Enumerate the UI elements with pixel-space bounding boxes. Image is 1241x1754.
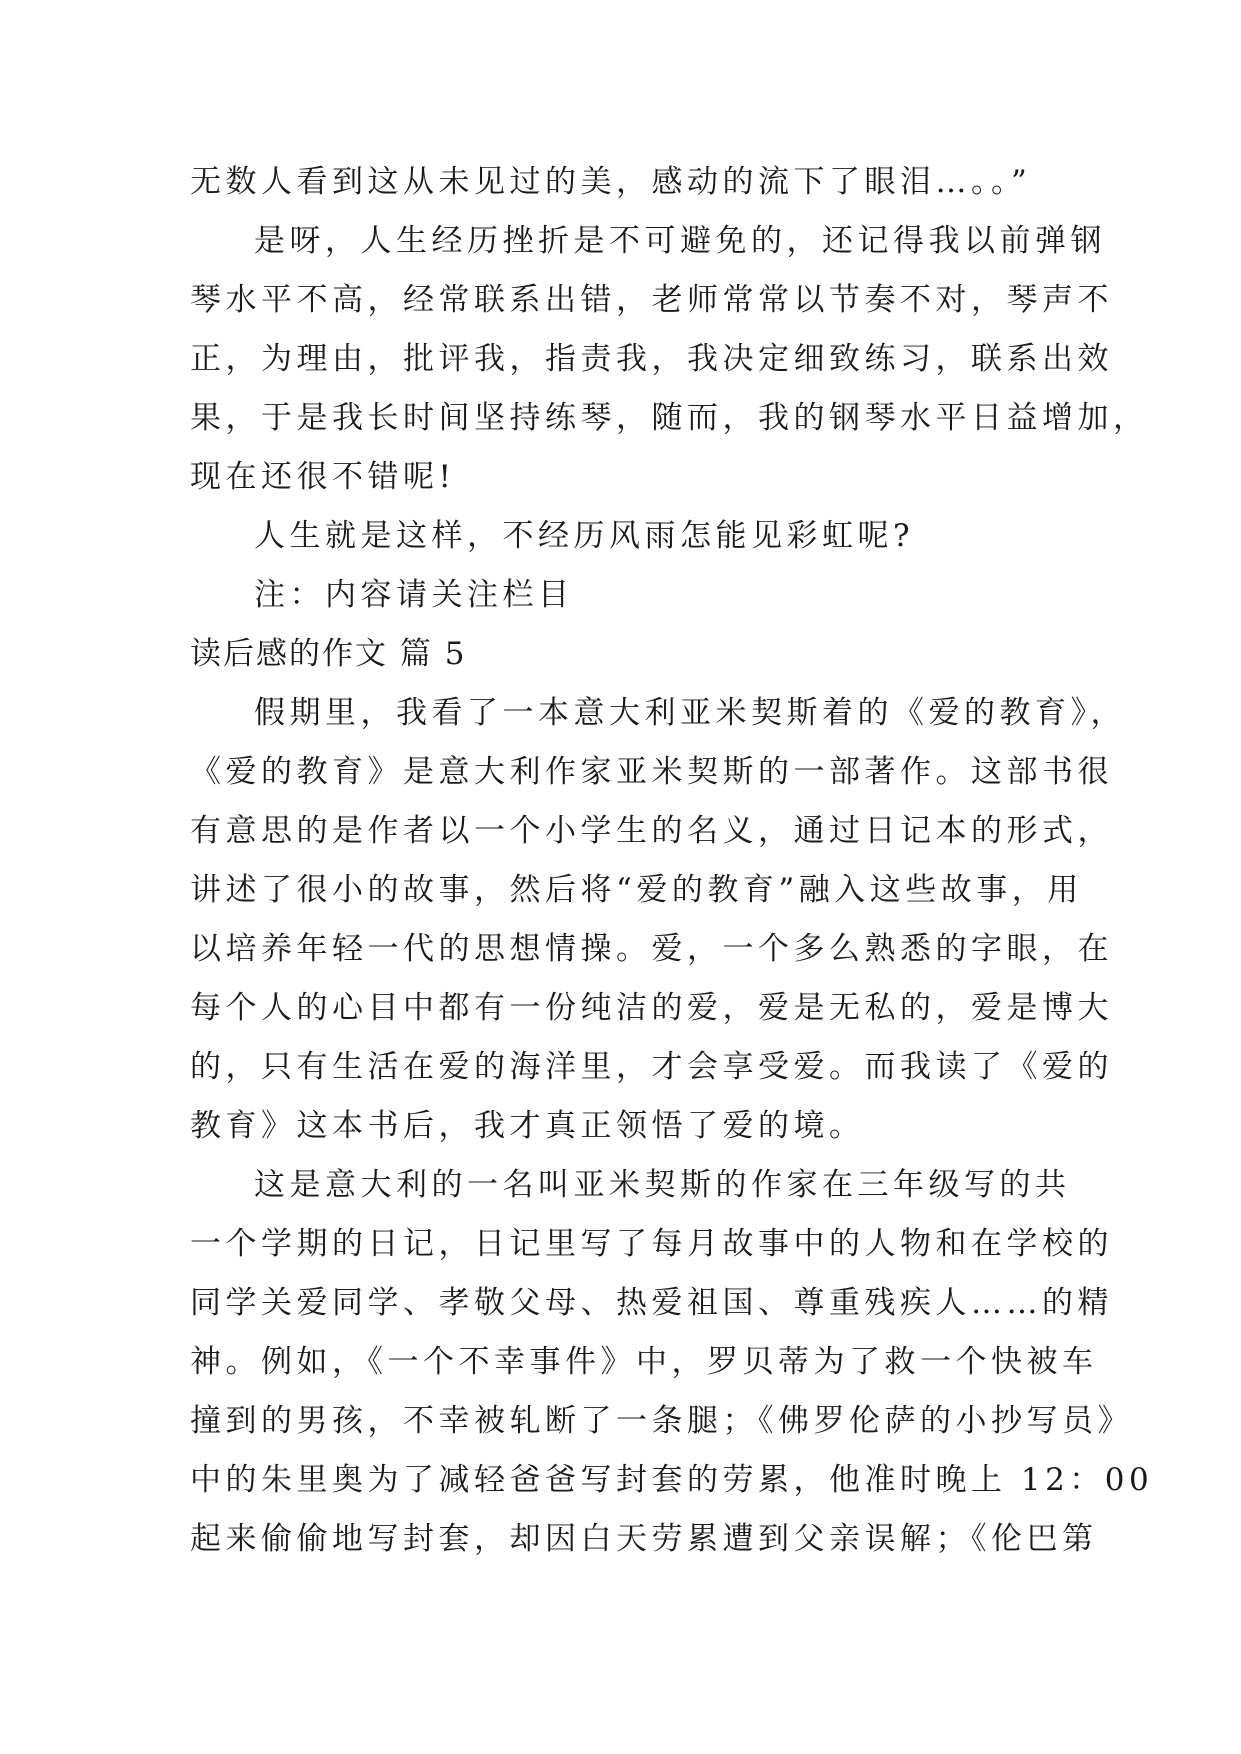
text-line: 神。例如，《一个不幸事件》中，罗贝蒂为了救一个快被车 <box>190 1344 1098 1380</box>
text-line: 《爱的教育》是意大利作家亚米契斯的一部著作。这部书很 <box>190 754 1113 790</box>
text-line: 讲述了很小的故事，然后将“爱的教育”融入这些故事，用 <box>190 872 1083 908</box>
text-line: 以培养年轻一代的思想情操。爱，一个多么熟悉的字眼，在 <box>190 931 1113 967</box>
text-line: 现在还很不错呢! <box>190 459 456 495</box>
text-line: 无数人看到这从未见过的美，感动的流下了眼泪…。。” <box>190 164 1032 200</box>
section-heading: 读后感的作文 篇 5 <box>190 636 467 672</box>
paragraph-start: 是呀，人生经历挫折是不可避免的，还记得我以前弹钢 <box>254 223 1106 259</box>
text-line: 的，只有生活在爱的海洋里，才会享受爱。而我读了《爱的 <box>190 1049 1113 1085</box>
text-line: 同学关爱同学、孝敬父母、热爱祖国、尊重残疾人……的精 <box>190 1285 1113 1321</box>
paragraph-start: 假期里，我看了一本意大利亚米契斯着的《爱的教育》， <box>254 695 1126 731</box>
text-line: 正，为理由，批评我，指责我，我决定细致练习，联系出效 <box>190 341 1113 377</box>
text-line: 每个人的心目中都有一份纯洁的爱，爱是无私的，爱是博大 <box>190 990 1113 1026</box>
text-line: 琴水平不高，经常联系出错，老师常常以节奏不对，琴声不 <box>190 282 1113 318</box>
text-line: 一个学期的日记，日记里写了每月故事中的人物和在学校的 <box>190 1226 1113 1262</box>
text-line: 果，于是我长时间坚持练琴，随而，我的钢琴水平日益增加， <box>190 400 1149 436</box>
text-line: 教育》这本书后，我才真正领悟了爱的境。 <box>190 1108 865 1144</box>
text-line: 撞到的男孩，不幸被轧断了一条腿；《佛罗伦萨的小抄写员》 <box>190 1403 1133 1439</box>
paragraph-start: 这是意大利的一名叫亚米契斯的作家在三年级写的共 <box>254 1167 1071 1203</box>
text-line: 中的朱里奥为了减轻爸爸写封套的劳累，他准时晚上 12：00 <box>190 1462 1154 1498</box>
text-line: 起来偷偷地写封套，却因白天劳累遭到父亲误解；《伦巴第 <box>190 1521 1098 1557</box>
note-line: 注：内容请关注栏目 <box>254 577 574 613</box>
text-line: 有意思的是作者以一个小学生的名义，通过日记本的形式， <box>190 813 1113 849</box>
paragraph-start: 人生就是这样，不经历风雨怎能见彩虹呢? <box>254 518 915 554</box>
